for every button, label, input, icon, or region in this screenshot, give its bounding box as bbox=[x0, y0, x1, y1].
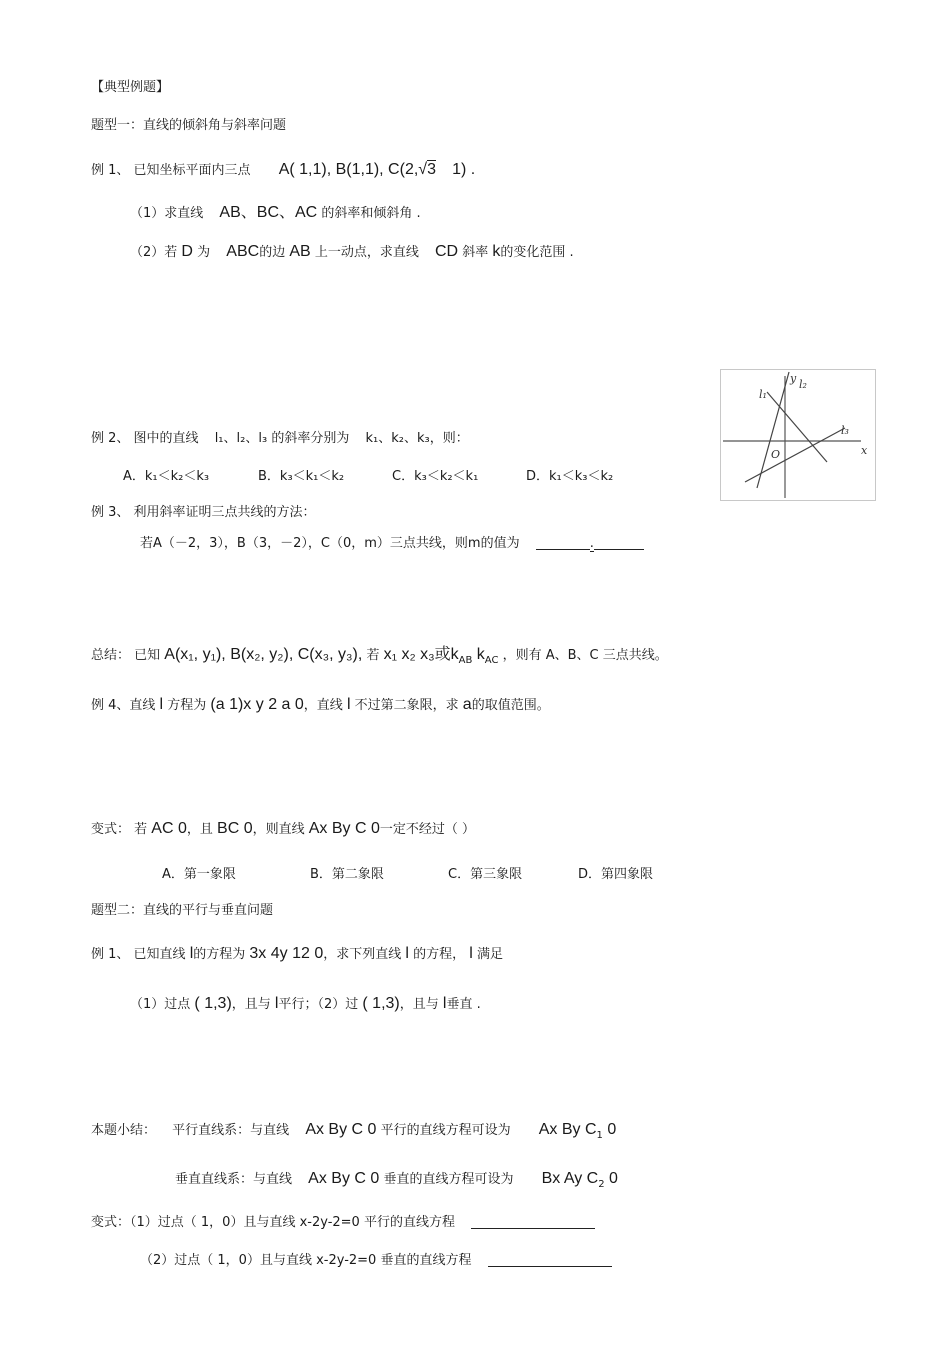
t2-q1-line-l: l bbox=[274, 995, 279, 1012]
summary-prefix: 总结： 已知 bbox=[91, 648, 161, 663]
t2-ex1-prefix: 例 1、 已知直线 bbox=[91, 947, 186, 962]
ex2-option-a: A．k₁＜k₂＜k₃ bbox=[123, 469, 210, 484]
ex1-tail: 1) . bbox=[452, 161, 476, 178]
q1-text: 的斜率和倾斜角 . bbox=[321, 206, 421, 221]
type1-title: 题型一：直线的倾斜角与斜率问题 bbox=[91, 118, 287, 133]
perp-result-eq: Bx Ay C bbox=[541, 1170, 599, 1187]
fig-label-origin: O bbox=[771, 448, 781, 461]
q2-triangle: ABC bbox=[226, 243, 260, 260]
variant-and: ，且 bbox=[186, 822, 213, 837]
ex4-text-line: ，直线 bbox=[303, 698, 343, 713]
q2-text-slope: 斜率 bbox=[462, 245, 489, 260]
t2-ex1-text-eq: 的方程为 bbox=[193, 947, 246, 962]
ex3-body bbox=[140, 535, 644, 553]
perp-text-2: 垂直的直线方程可设为 bbox=[383, 1172, 514, 1187]
ex4-equation: (a 1)x y 2 a 0 bbox=[210, 696, 304, 713]
ex3-answer-blank[interactable] bbox=[536, 535, 590, 550]
variant-1-text: 变式：（1）过点（ 1，0）且与直线 x-2y-2=0 平行的直线方程 bbox=[91, 1215, 455, 1230]
t2-ex1-text-find: ，求下列直线 bbox=[323, 947, 402, 962]
t2-q2-line-l: l bbox=[442, 995, 447, 1012]
variant-2-text: （2）过点（ 1，0）且与直线 x-2y-2=0 垂直的直线方程 bbox=[140, 1253, 472, 1268]
ex2-prefix: 例 2、 图中的直线 bbox=[91, 431, 199, 446]
ex3-blank-period: . bbox=[589, 536, 594, 551]
type2-summary-parallel bbox=[91, 1121, 616, 1145]
summary-k: k bbox=[472, 646, 485, 663]
q1-label: （1）求直线 bbox=[130, 206, 204, 221]
q2-point-d: D bbox=[181, 243, 193, 260]
t2-q2-point: ( 1,3) bbox=[362, 995, 400, 1012]
fig-label-x: x bbox=[861, 444, 868, 457]
ex4-text-range: 的取值范围。 bbox=[471, 698, 550, 713]
fig-label-l1: l₁ bbox=[759, 388, 767, 401]
variant-prefix: 变式： 若 bbox=[91, 822, 148, 837]
ex4-line-l: l bbox=[159, 696, 164, 713]
ex1-prefix: 例 1、 已知坐标平面内三点 bbox=[91, 163, 251, 178]
parallel-text: 平行直线系：与直线 bbox=[172, 1123, 290, 1138]
ex2-statement bbox=[91, 430, 469, 448]
t2-q2-label: 平行；（2）过 bbox=[278, 997, 359, 1012]
ex2-option-b: B．k₃＜k₁＜k₂ bbox=[258, 469, 345, 484]
variant-ac: AC 0 bbox=[151, 820, 187, 837]
parallel-result-eq: Ax By C bbox=[538, 1121, 597, 1138]
ex3-answer-blank-tail bbox=[594, 535, 644, 550]
ex2-option-d: D．k₁＜k₃＜k₂ bbox=[526, 469, 614, 484]
type2-variant-1 bbox=[91, 1214, 595, 1232]
q2-edge-ab: AB bbox=[289, 243, 311, 260]
parallel-zero: 0 bbox=[602, 1121, 617, 1138]
type2-variant-2 bbox=[140, 1252, 612, 1270]
ex1-sqrt-value: 3 bbox=[427, 161, 436, 178]
q2-text-edge: 的边 bbox=[259, 245, 286, 260]
t2-ex1-line-l-2: l bbox=[405, 945, 409, 962]
parallel-sub-1: 1 bbox=[596, 1130, 603, 1141]
q2-text-wei: 为 bbox=[197, 245, 211, 260]
perp-text: 垂直直线系：与直线 bbox=[175, 1172, 293, 1187]
ex4-text-eq: 方程为 bbox=[167, 698, 207, 713]
fig-label-l2: l₂ bbox=[799, 378, 807, 391]
t2-ex1-text-satisfy: 满足 bbox=[476, 947, 503, 962]
collinear-summary bbox=[91, 646, 668, 670]
ex2-option-c: C．k₃＜k₂＜k₁ bbox=[392, 469, 479, 484]
slope-lines-figure bbox=[720, 369, 876, 501]
fig-label-l3: l₃ bbox=[841, 424, 849, 437]
ex4-statement bbox=[91, 696, 550, 715]
ex3-text: 若A（－2，3），B（3，－2），C（0，m）三点共线，则m的值为 bbox=[140, 536, 520, 551]
ex1-question-1 bbox=[130, 204, 421, 223]
variant-1-blank[interactable] bbox=[471, 1214, 595, 1229]
variant-2-blank[interactable] bbox=[488, 1252, 612, 1267]
ex2-lines: l₁、l₂、l₃ bbox=[214, 431, 268, 446]
t2-q2-perp: 垂直 . bbox=[446, 997, 481, 1012]
parallel-text-2: 平行的直线方程可设为 bbox=[380, 1123, 511, 1138]
ex2-text: 的斜率分别为 bbox=[271, 431, 350, 446]
q2-k: k bbox=[492, 243, 501, 260]
ex4-line-l-2: l bbox=[346, 696, 351, 713]
t2-ex1-equation: 3x 4y 12 0 bbox=[249, 945, 324, 962]
perp-sub-2: 2 bbox=[598, 1179, 605, 1190]
type2-ex1-questions bbox=[130, 995, 481, 1014]
q2-label: （2）若 bbox=[130, 245, 178, 260]
variant-statement bbox=[91, 820, 475, 839]
perp-base-eq: Ax By C 0 bbox=[308, 1170, 380, 1187]
summary-sub-ab: AB bbox=[458, 655, 473, 666]
parallel-base-eq: Ax By C 0 bbox=[305, 1121, 377, 1138]
variant-option-b: B．第二象限 bbox=[310, 867, 384, 882]
variant-option-a: A．第一象限 bbox=[162, 867, 236, 882]
ex1-points: A( 1,1), B(1,1), C(2, bbox=[278, 161, 419, 178]
t2-ex1-line-l-3: l bbox=[469, 945, 473, 962]
t2-q2-text: ，且与 bbox=[399, 997, 439, 1012]
q2-line-cd: CD bbox=[434, 243, 459, 260]
variant-then: ，则直线 bbox=[252, 822, 305, 837]
t2-q1-text: ，且与 bbox=[231, 997, 271, 1012]
summary-label: 本题小结： bbox=[91, 1123, 157, 1138]
section-header: 【典型例题】 bbox=[91, 80, 170, 95]
t2-ex1-text-eq2: 的方程， bbox=[413, 947, 466, 962]
ex3-title: 例 3、 利用斜率证明三点共线的方法： bbox=[91, 505, 316, 520]
variant-option-c: C．第三象限 bbox=[448, 867, 523, 882]
type2-title: 题型二：直线的平行与垂直问题 bbox=[91, 903, 274, 918]
figure-svg bbox=[721, 370, 875, 500]
type2-summary-perpendicular bbox=[175, 1170, 618, 1194]
ex4-param-a: a bbox=[462, 696, 472, 713]
t2-ex1-line-l: l bbox=[189, 945, 194, 962]
variant-question: 一定不经过（ ） bbox=[379, 822, 476, 837]
variant-option-d: D．第四象限 bbox=[578, 867, 654, 882]
summary-conclusion: ，则有 A、B、C 三点共线。 bbox=[502, 648, 668, 663]
ex1-question-2 bbox=[130, 243, 574, 262]
variant-line-eq: Ax By C 0 bbox=[308, 820, 380, 837]
ex1-statement bbox=[91, 161, 475, 180]
variant-bc: BC 0 bbox=[217, 820, 253, 837]
summary-if: 若 bbox=[366, 648, 380, 663]
summary-sub-ac: AC bbox=[484, 655, 499, 666]
summary-points: A(x₁, y₁), B(x₂, y₂), C(x₃, y₃), bbox=[164, 646, 363, 663]
ex4-text-quadrant: 不过第二象限，求 bbox=[354, 698, 459, 713]
q2-text-range: 的变化范围 . bbox=[500, 245, 574, 260]
ex2-slopes: k₁、k₂、k₃，则： bbox=[365, 431, 469, 446]
summary-x-condition: x₁ x₂ x₃或k bbox=[383, 646, 459, 663]
t2-q1-label: （1）过点 bbox=[130, 997, 191, 1012]
line-l3 bbox=[745, 428, 845, 482]
type2-ex1-statement bbox=[91, 945, 503, 964]
ex4-prefix: 例 4、直线 bbox=[91, 698, 156, 713]
t2-q1-point: ( 1,3) bbox=[194, 995, 232, 1012]
fig-label-y: y bbox=[790, 372, 797, 385]
q2-text-moving: 上一动点，求直线 bbox=[314, 245, 419, 260]
sqrt-sign: √ bbox=[418, 161, 428, 178]
perp-zero: 0 bbox=[604, 1170, 618, 1187]
q1-lines: AB、BC、AC bbox=[219, 204, 318, 221]
